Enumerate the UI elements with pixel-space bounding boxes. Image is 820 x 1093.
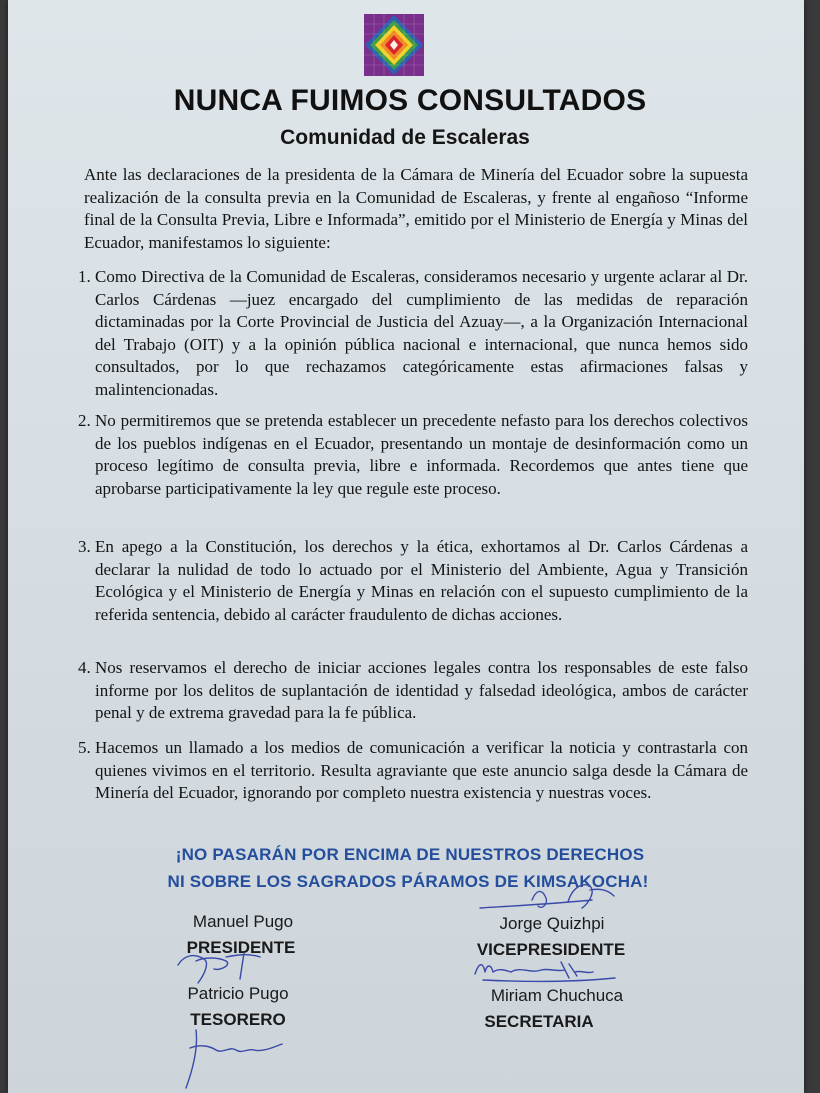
- signature-name-tesorero: Patricio Pugo: [187, 984, 289, 1003]
- item-number: 4.: [78, 658, 91, 677]
- document-title: NUNCA FUIMOS CONSULTADOS: [173, 84, 647, 117]
- item-number: 1.: [78, 267, 91, 286]
- handwritten-signature-presidente: [174, 945, 274, 987]
- item-text: No permitiremos que se pretenda establecer un precedente nefasto para los derechos colectivos de los pueblos indígenas en el Ecuador, presentando un montaje de desinformación como un proceso legítimo de consulta previa, libre e informada. Recordemos que antes tiene que aprobarse participativamente la ley que regule este proceso.: [95, 411, 748, 498]
- signature-role-tesorero: TESORERO: [190, 1010, 286, 1029]
- slogan-line-1: ¡NO PASARÁN POR ENCIMA DE NUESTROS DERECHOS: [175, 845, 645, 864]
- handwritten-signature-tesorero: [176, 1026, 296, 1092]
- signature-role-secretaria: SECRETARIA: [484, 1012, 594, 1031]
- item-text: En apego a la Constitución, los derechos y la ética, exhortamos al Dr. Carlos Cárdenas a declarar la nulidad de todo lo actuado por el Ministerio del Ambiente, Agua y Transición Ecológica y el Ministerio de Energía y Minas en relación con el supuesto cumplimiento de la referida sentencia, debido al carácter fraudulento de dichas acciones.: [95, 537, 748, 624]
- intro-paragraph: Ante las declaraciones de la presidenta de la Cámara de Minería del Ecuador sobre la supuesta realización de la consulta previa en la Comunidad de Escaleras, y frente al engañoso “Informe final de la Consulta Previa, Libre e Informada”, emitido por el Ministerio de Energía y Minas del Ecuador, manifestamos lo siguiente:: [84, 165, 748, 252]
- document-subtitle: Comunidad de Escaleras: [280, 126, 530, 149]
- signature-role-vicepresidente: VICEPRESIDENTE: [476, 940, 626, 959]
- list-item: [78, 410, 748, 500]
- item-text: Hacemos un llamado a los medios de comunicación a verificar la noticia y contrastarla con quienes vivimos en el territorio. Resulta agraviante que este anuncio salga desde la Cámara de Minería del Ecuador, ignorando por completo nuestra existencia y nuestras voces.: [95, 738, 748, 802]
- handwritten-signature-vicepresidente: [472, 880, 622, 920]
- list-item: [78, 657, 748, 725]
- signature-role-presidente: PRESIDENTE: [186, 938, 296, 957]
- item-number: 3.: [78, 537, 91, 556]
- list-item: [78, 737, 748, 805]
- list-item: [78, 266, 748, 401]
- item-text: Nos reservamos el derecho de iniciar acciones legales contra los responsables de este falso informe por los delitos de suplantación de identidad y falsedad ideológica, ambos de carácter penal y de extrema gravedad para la fe pública.: [95, 658, 748, 722]
- slogan-line-2: NI SOBRE LOS SAGRADOS PÁRAMOS DE KIMSAKOCHA!: [167, 872, 649, 891]
- list-item: [78, 536, 748, 626]
- wiphala-diamond-logo: [364, 14, 424, 76]
- signature-name-presidente: Manuel Pugo: [192, 912, 294, 931]
- item-text: Como Directiva de la Comunidad de Escaleras, consideramos necesario y urgente aclarar al Dr. Carlos Cárdenas —juez encargado del cumplimiento de las medidas de reparación dictaminadas por la Corte Provincial de Justicia del Azuay—, a la Organización Internacional del Trabajo (OIT) y a la opinión pública nacional e internacional, que nunca hemos sido consultados, por lo que rechazamos categóricamente estas afirmaciones falsas y malintencionadas.: [95, 267, 748, 399]
- signature-name-vicepresidente: Jorge Quizhpi: [499, 914, 605, 933]
- item-number: 5.: [78, 738, 91, 757]
- item-number: 2.: [78, 411, 91, 430]
- signature-name-secretaria: Miriam Chuchuca: [490, 986, 624, 1005]
- handwritten-signature-secretaria: [465, 956, 625, 992]
